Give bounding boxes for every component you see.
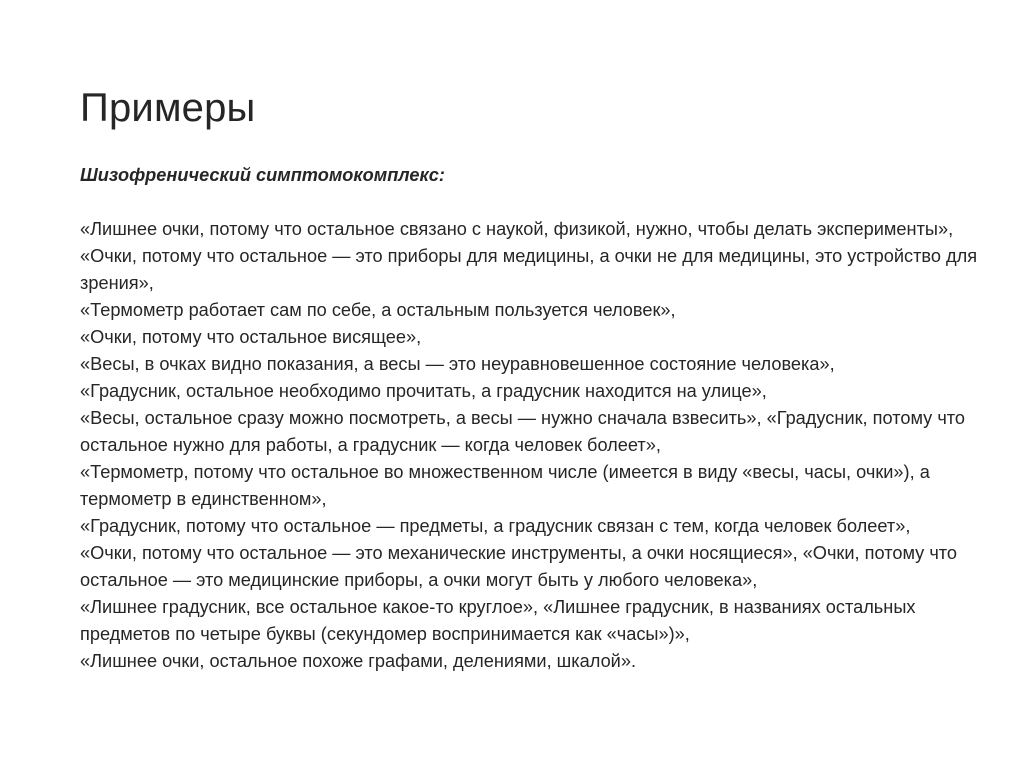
quote-paragraph: «Весы, в очках видно показания, а весы — это неуравновешенное состояние человека», — [80, 354, 835, 374]
slide-title: Примеры — [80, 86, 256, 130]
quote-paragraph: «Очки, потому что остальное — это приборы для медицины, а очки не для медицины, это устройство для зрения», — [80, 246, 978, 293]
quote-paragraph: «Лишнее градусник, все остальное какое-то круглое», «Лишнее градусник, в названиях остальных предметов по четыре буквы (секундомер воспринимается как «часы»)», — [80, 597, 916, 644]
quote-paragraph: «Термометр, потому что остальное во множественном числе (имеется в виду «весы, часы, очки»), а термометр в единственном», — [80, 462, 930, 509]
quote-paragraph: «Очки, потому что остальное — это механические инструменты, а очки носящиеся», «Очки, потому что остальное — это медицинские приборы, а очки могут быть у любого человека», — [80, 543, 958, 590]
quote-paragraph: «Термометр работает сам по себе, а остальным пользуется человек», — [80, 300, 676, 320]
slide-content — [80, 162, 985, 675]
quote-paragraph: «Градусник, потому что остальное — предметы, а градусник связан с тем, когда человек болеет», — [80, 516, 911, 536]
quote-paragraph: «Очки, потому что остальное висящее», — [80, 327, 422, 347]
quote-paragraph: «Градусник, остальное необходимо прочитать, а градусник находится на улице», — [80, 381, 767, 401]
quote-paragraph: «Весы, остальное сразу можно посмотреть, а весы — нужно сначала взвесить», «Градусник, потому что остальное нужно для работы, а градусник — когда человек болеет», — [80, 408, 966, 455]
quote-paragraph: «Лишнее очки, остальное похоже графами, делениями, шкалой». — [80, 651, 637, 671]
slide-subtitle: Шизофренический симптомокомплекс: — [80, 165, 445, 185]
quote-paragraph: «Лишнее очки, потому что остальное связано с наукой, физикой, нужно, чтобы делать эксперименты», — [80, 219, 954, 239]
